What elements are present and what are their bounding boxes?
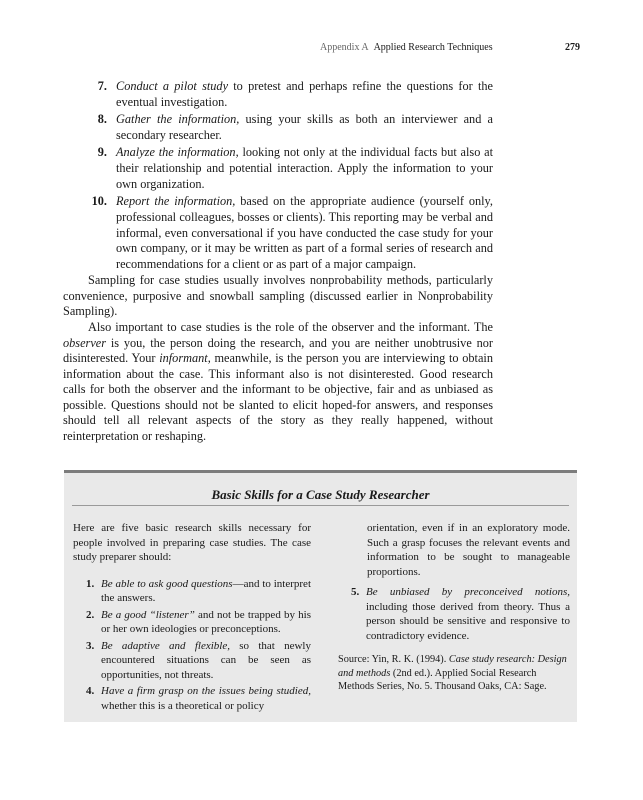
source-work-title: Case study research: Design and methods — [338, 654, 567, 679]
list-item — [73, 684, 311, 713]
skills-list — [73, 577, 311, 714]
skill-4-continued: orientation, even if in an exploratory mode. Such a grasp focuses the relevant events and information to be sought to manageable proportions. — [367, 522, 570, 578]
item-text: looking not only at the individual facts but also at their relationship and potential interaction. Apply the information to your own organization. — [116, 145, 494, 191]
list-item — [63, 79, 493, 111]
list-item — [63, 194, 493, 273]
item-text: —and to interpret the answers. — [101, 577, 311, 604]
list-item — [73, 608, 311, 637]
source-suffix: (2nd ed.). Applied Social Research Methods Series, No. 5. Thousand Oaks, CA: Sage. — [338, 667, 547, 692]
paragraph-observer-informant — [63, 320, 493, 444]
item-number: 9. — [97, 145, 107, 160]
paragraph-text: is you, the person doing the research, and you are neither unobtrusive nor disinterested. Your — [63, 335, 493, 365]
item-lead: Analyze the information, — [116, 145, 239, 160]
skills-list — [338, 585, 570, 643]
box-divider — [72, 505, 569, 506]
item-number: 10. — [91, 194, 107, 209]
source-prefix: Source: Yin, R. K. (1994). — [338, 654, 449, 665]
running-header — [320, 42, 580, 56]
item-text: using your skills as both an interviewer and a secondary researcher. — [116, 112, 493, 142]
item-text: and not be trapped by his or her own ideologies or preconceptions. — [101, 608, 311, 635]
list-item — [63, 112, 493, 144]
item-text: to pretest and perhaps refine the questions for the eventual investigation. — [116, 79, 493, 109]
item-number: 2. — [86, 608, 95, 621]
paragraph-text: meanwhile, is the person you are interviewing to obtain information about the case. This informant also is not disinterested. Good research calls for both the observer and the informant to be objective, fair and as unbiased as possible. Questions should not be slanted to elicit hoped-for answers, and responses should tell all relevant aspects of the story as they really happened, without reinterpretation or reshaping. — [63, 351, 493, 443]
item-lead: Gather the information, — [116, 112, 240, 127]
item-lead: Conduct a pilot study — [116, 79, 229, 93]
page-number: 279 — [565, 42, 580, 53]
sidebar-box — [64, 470, 577, 722]
item-lead: Be unbiased by preconceived notions, — [366, 586, 570, 598]
item-lead: Be able to ask good questions — [101, 577, 233, 590]
paragraph-text: Also important to case studies is the role of the observer and the informant. The — [88, 320, 493, 334]
item-number: 4. — [86, 685, 95, 697]
item-number: 5. — [351, 586, 360, 598]
list-item — [73, 577, 311, 606]
item-text: whether this is a theoretical or policy — [101, 699, 265, 712]
box-right-column — [338, 521, 570, 694]
item-lead: Be a good “listener” — [101, 608, 195, 621]
item-text: based on the appropriate audience (yourself only, professional colleagues, bosses or clients). This reporting may be verbal and informal, even conversational if you have conducted the case study for your own company, or it may be written as part of a formal series of research and recommendations for a client or as part of a major campaign. — [116, 194, 493, 272]
item-text: including those derived from theory. Thus a person should be sensitive and responsive to contradictory evidence. — [366, 600, 570, 642]
case-study-steps — [63, 79, 493, 275]
item-text: so that newly encountered situations can be seen as opportunities, not threats. — [101, 639, 311, 681]
list-item — [63, 145, 493, 192]
box-title: Basic Skills for a Case Study Researcher — [211, 487, 430, 502]
item-number: 1. — [86, 577, 95, 590]
box-intro: Here are five basic research skills necessary for people involved in preparing case studies. The case study preparer should: — [73, 522, 311, 563]
item-lead: Report the information, — [116, 194, 236, 209]
list-item — [338, 585, 570, 643]
item-number: 3. — [86, 639, 95, 652]
term-observer: observer — [63, 335, 107, 350]
box-left-column — [73, 521, 311, 715]
source-citation — [338, 653, 570, 694]
header-title: Applied Research Techniques — [373, 42, 493, 53]
item-lead: Be adaptive and flexible, — [101, 639, 230, 652]
paragraph-sampling: Sampling for case studies usually involves nonprobability methods, particularly convenience, purposive and snowball sampling (discussed earlier in Nonprobability Sampling). — [63, 273, 493, 318]
item-lead: Have a firm grasp on the issues being studied, — [101, 685, 311, 697]
term-informant: informant, — [159, 351, 211, 365]
item-number: 8. — [97, 112, 107, 127]
header-appendix: Appendix A — [320, 42, 369, 53]
list-item — [73, 639, 311, 683]
item-number: 7. — [97, 79, 107, 93]
